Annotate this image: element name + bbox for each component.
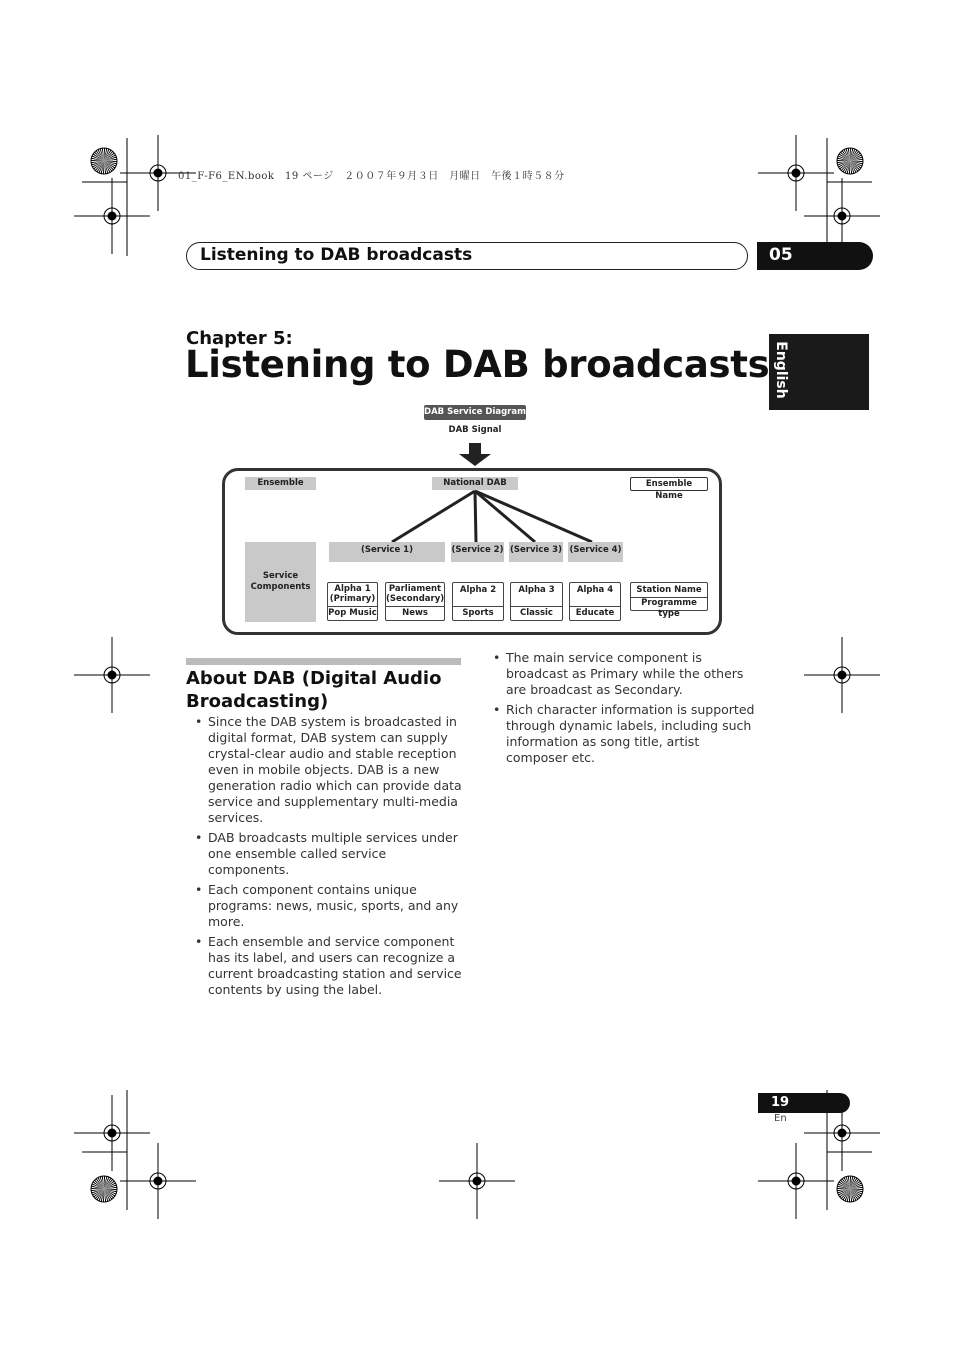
component-programme-type: Sports bbox=[453, 606, 503, 620]
national-dab-label: National DAB bbox=[432, 477, 518, 490]
page-number-badge bbox=[758, 1093, 850, 1113]
language-tab-label: English bbox=[773, 341, 789, 399]
service-components-line-1: Service bbox=[262, 571, 299, 581]
programme-type-legend: Programme type bbox=[631, 597, 707, 610]
crosshair-icon bbox=[120, 1143, 196, 1219]
component-programme-type: Pop Music bbox=[328, 608, 377, 618]
starburst-target-icon bbox=[91, 1176, 117, 1202]
bullet-item: • Rich character information is supported through dynamic labels, including such information as song title, artist composer etc. bbox=[484, 702, 760, 766]
bullet-item: • The main service component is broadcast as Primary while the others are broadcast as Secondary. bbox=[484, 650, 760, 698]
component-alpha-3: Alpha 3 Classic bbox=[510, 582, 563, 621]
signal-arrow-icon bbox=[459, 443, 491, 466]
component-programme-type: Educate bbox=[570, 606, 620, 620]
crosshair-icon bbox=[74, 1095, 150, 1171]
crosshair-icon bbox=[439, 1143, 515, 1219]
crosshair-icon bbox=[758, 1143, 834, 1219]
bullet-item: • DAB broadcasts multiple services under one ensemble called service components. bbox=[186, 830, 462, 878]
component-alpha-4: Alpha 4 Educate bbox=[569, 582, 621, 621]
chapter-title: Listening to DAB broadcasts bbox=[185, 343, 770, 386]
right-column bbox=[484, 650, 760, 770]
section-rule bbox=[186, 658, 461, 665]
dab-signal-label: DAB Signal bbox=[448, 425, 502, 435]
page-language-code: En bbox=[774, 1113, 787, 1124]
service-components-box bbox=[245, 542, 316, 622]
chapter-number: 05 bbox=[769, 245, 793, 265]
component-parliament: Parliament (Secondary) News bbox=[385, 582, 445, 621]
ensemble-name-label: Ensemble Name bbox=[630, 477, 708, 491]
print-job-header: 01_F-F6_EN.book 19 ページ ２００７年９月３日 月曜日 午後１時５８分 bbox=[178, 171, 565, 182]
component-alpha-2: Alpha 2 Sports bbox=[452, 582, 504, 621]
bullet-item: • Each component contains unique programs: news, music, sports, and any more. bbox=[186, 882, 462, 930]
starburst-target-icon bbox=[837, 1176, 863, 1202]
ensemble-label: Ensemble bbox=[245, 477, 316, 490]
bullet-item: • Each ensemble and service component has its label, and users can recognize a current broadcasting station and service contents by using the label. bbox=[186, 934, 462, 998]
page-number: 19 bbox=[771, 1095, 790, 1110]
diagram-title: DAB Service Diagram bbox=[424, 405, 526, 420]
chapter-label: Chapter 5: bbox=[186, 328, 293, 349]
service-3-label: (Service 3) bbox=[509, 542, 563, 562]
component-programme-type: Classic bbox=[511, 606, 562, 620]
station-name-legend: Station Name Programme type bbox=[630, 582, 708, 611]
component-programme-type: News bbox=[386, 606, 444, 620]
running-header-title: Listening to DAB broadcasts bbox=[200, 245, 473, 265]
left-column bbox=[186, 714, 462, 1002]
section-heading: About DAB (Digital Audio Broadcasting) bbox=[186, 668, 442, 712]
bullet-item: • Since the DAB system is broadcasted in digital format, DAB system can supply crystal-clear audio and stable reception even in mobile objects. DAB is a new generation radio which can provide data service and supplementary multi-media services. bbox=[186, 714, 462, 826]
service-2-label: (Service 2) bbox=[451, 542, 504, 562]
service-4-label: (Service 4) bbox=[568, 542, 623, 562]
component-alpha-1: Alpha 1 (Primary) Pop Music bbox=[327, 582, 378, 621]
service-1-label: (Service 1) bbox=[329, 542, 445, 562]
service-components-line-2: Components bbox=[250, 581, 311, 592]
